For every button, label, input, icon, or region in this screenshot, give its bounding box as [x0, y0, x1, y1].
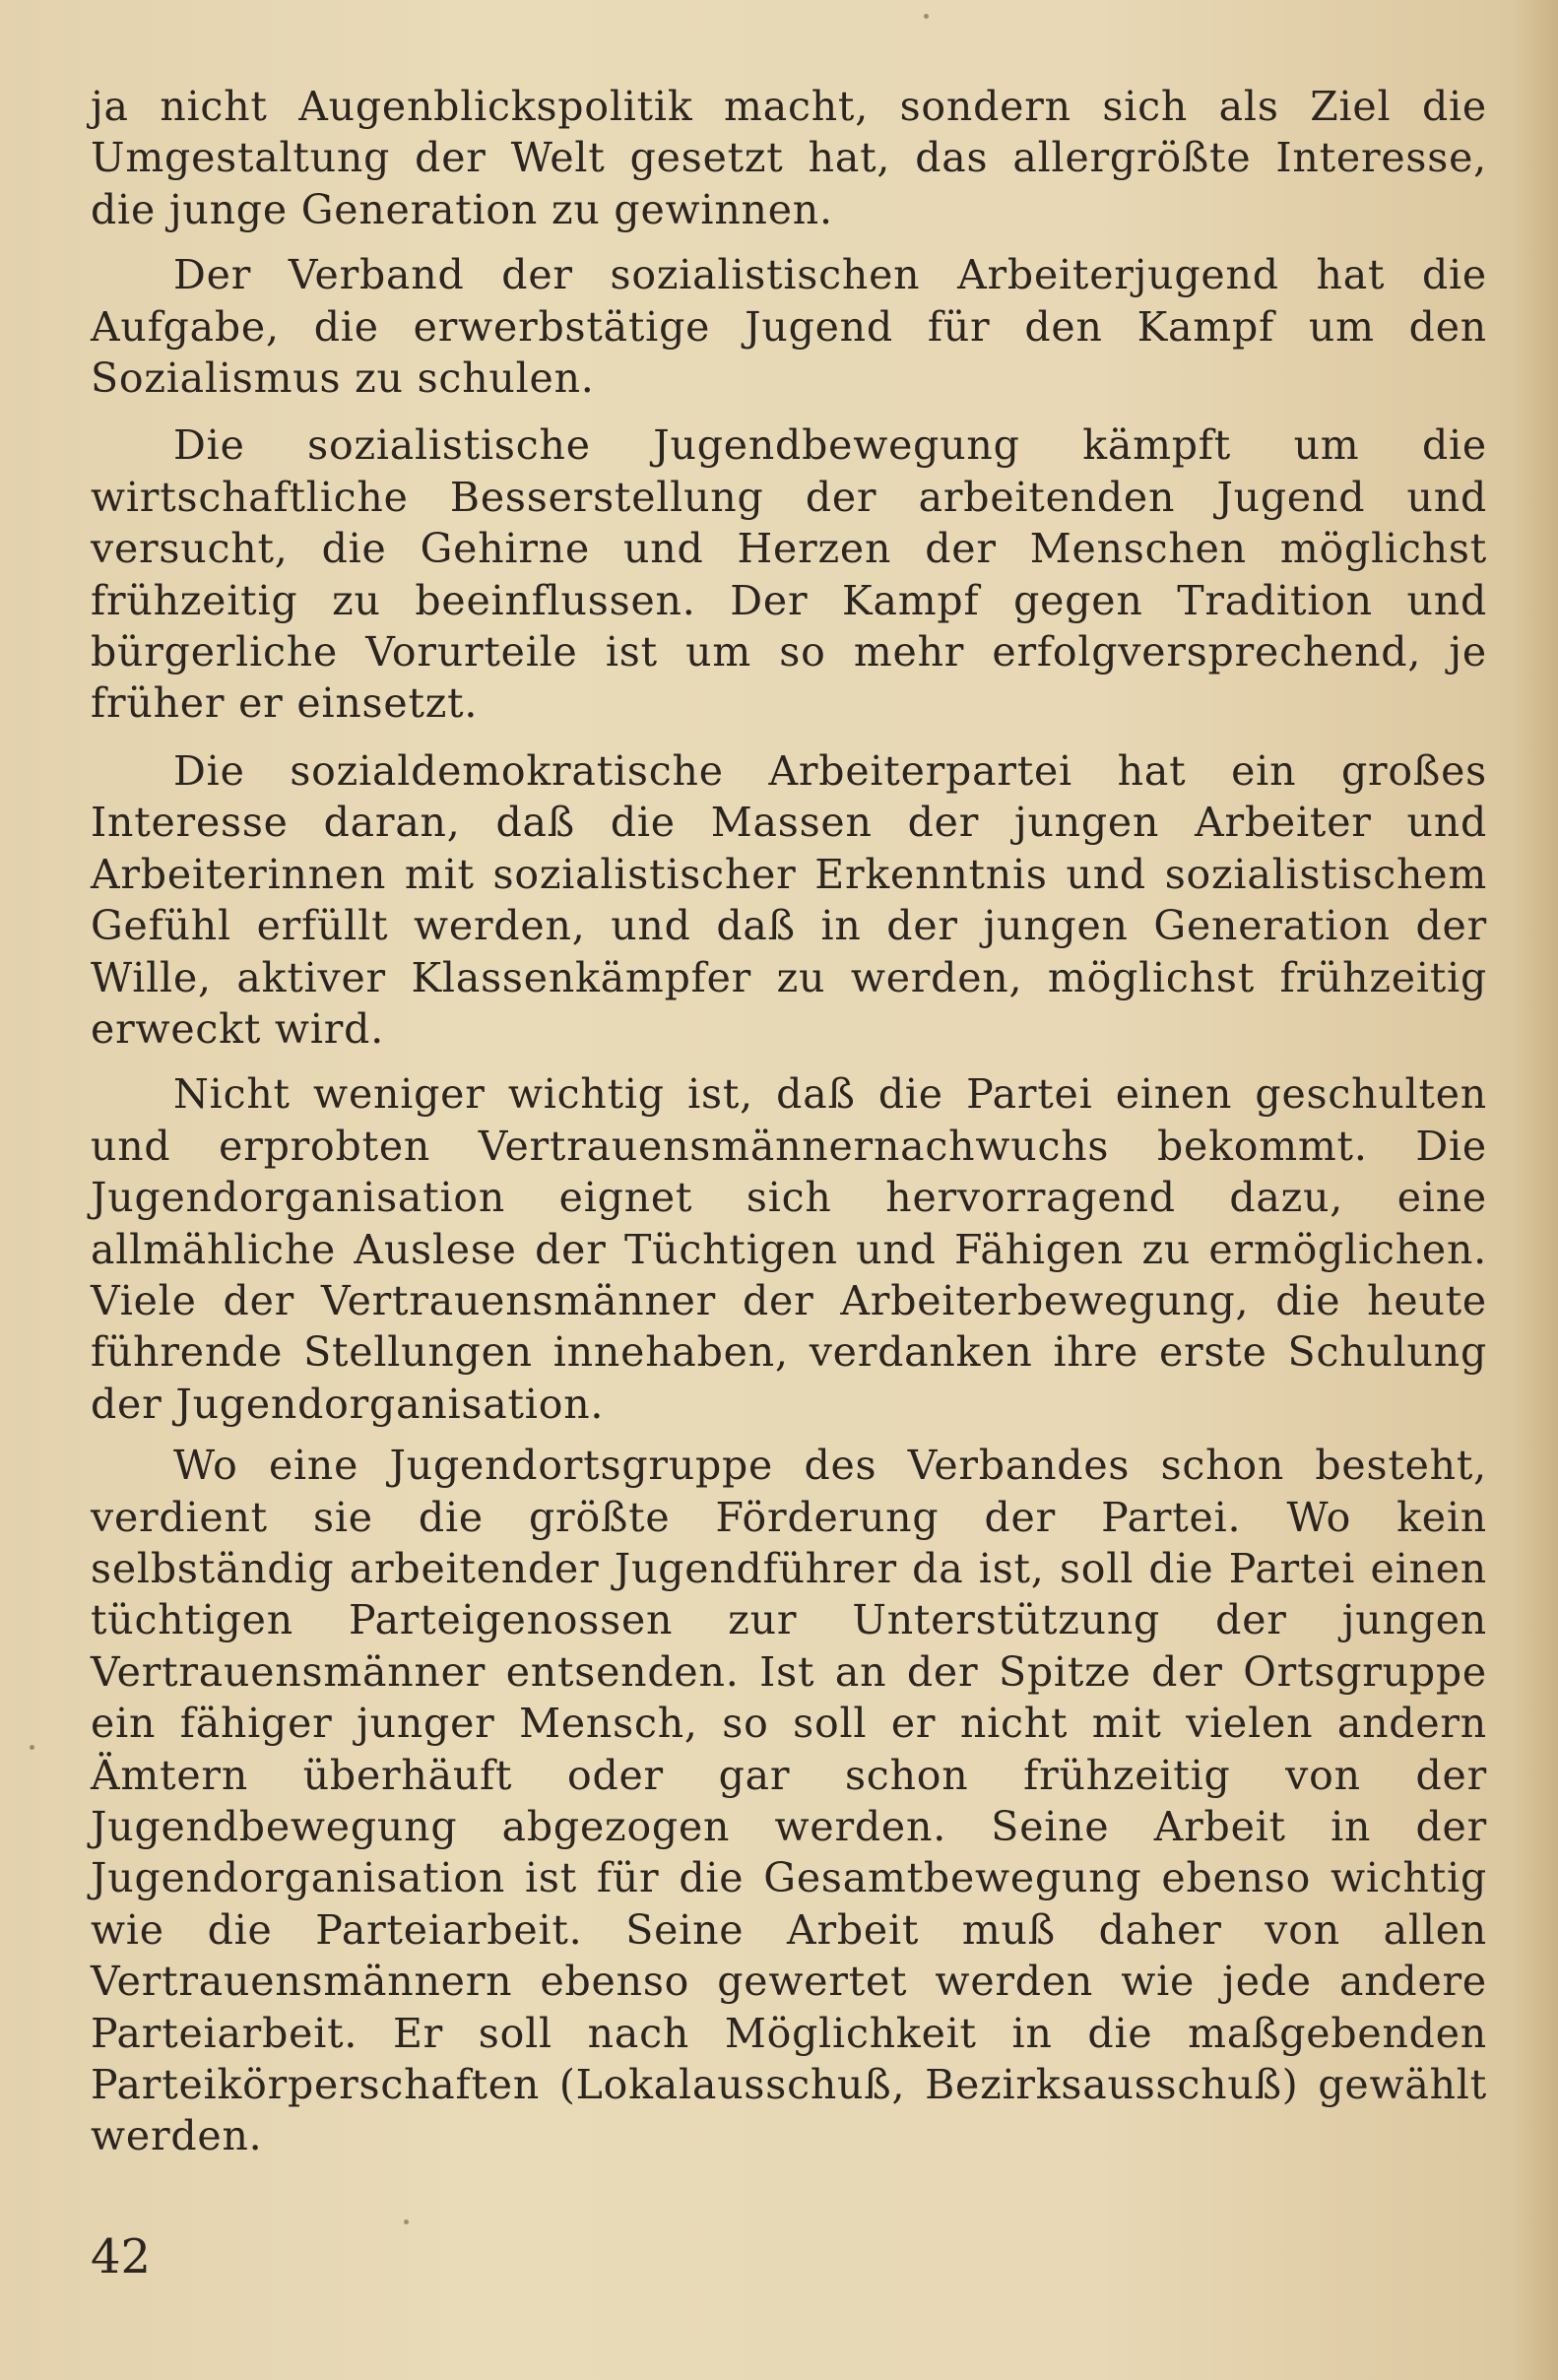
paragraph-arbeiterpartei: Die sozialdemokratische Arbeiterpartei hat ein großes Interesse daran, daß die Massen der jungen Arbeiter und Arbeiterinnen mit sozialistischer Erkenntnis und sozialistischem Gefühl erfüllt werden, und daß in der jungen Generation der Wille, aktiver Klassenkämpfer zu werden, möglichst frühzeitig erweckt wird.: [91, 746, 1487, 1053]
paragraph-jugendbewegung: Die sozialistische Jugendbewegung kämpft um die wirtschaftliche Besserstellung der arbeitenden Jugend und versucht, die Gehirne und Herzen der Menschen möglichst frühzeitig zu beeinflussen. Der Kampf gegen Tradition und bürgerliche Vorurteile ist um so mehr erfolgversprechend, je früher er einsetzt.: [91, 421, 1487, 728]
paper-speck: [404, 2219, 409, 2224]
paragraph-verband: Der Verband der sozialistischen Arbeiterjugend hat die Aufgabe, die erwerbstätige Jugend für den Kampf um den Sozialismus zu schulen.: [91, 251, 1487, 403]
paragraph-ortsgruppe: Wo eine Jugendortsgruppe des Verbandes schon besteht, verdient sie die größte Förderung der Partei. Wo kein selbständig arbeitender Jugendführer da ist, soll die Partei einen tüchtigen Parteigenossen zur Unterstützung der jungen Vertrauensmänner entsenden. Ist an der Spitze der Ortsgruppe ein fähiger junger Mensch, so soll er nicht mit vielen andern Ämtern überhäuft oder gar schon frühzeitig von der Jugendbewegung abgezogen werden. Seine Arbeit in der Jugendorganisation ist für die Gesamtbewegung ebenso wichtig wie die Parteiarbeit. Seine Arbeit muß daher von allen Vertrauensmännern ebenso gewertet werden wie jede andere Parteiarbeit. Er soll nach Möglichkeit in die maßgebenden Parteikörperschaften (Lokalausschuß, Bezirksausschuß) gewählt werden.: [91, 1442, 1487, 2160]
page-number: 42: [91, 2229, 152, 2284]
paragraph-continuation: ja nicht Augenblickspolitik macht, sondern sich als Ziel die Umgestaltung der Welt gesetzt hat, das allergrößte Interesse, die junge Generation zu gewinnen.: [91, 83, 1487, 233]
paper-speck: [30, 1745, 34, 1750]
body-text: [91, 81, 1487, 2162]
paper-speck: [924, 14, 929, 19]
paragraph-vertrauensmaenner: Nicht weniger wichtig ist, daß die Partei einen geschulten und erprobten Vertrauensmännernachwuchs bekommt. Die Jugendorganisation eignet sich hervorragend dazu, eine allmähliche Auslese der Tüchtigen und Fähigen zu ermöglichen. Viele der Vertrauensmänner der Arbeiterbewegung, die heute führende Stellungen innehaben, verdanken ihre erste Schulung der Jugendorganisation.: [91, 1070, 1487, 1428]
